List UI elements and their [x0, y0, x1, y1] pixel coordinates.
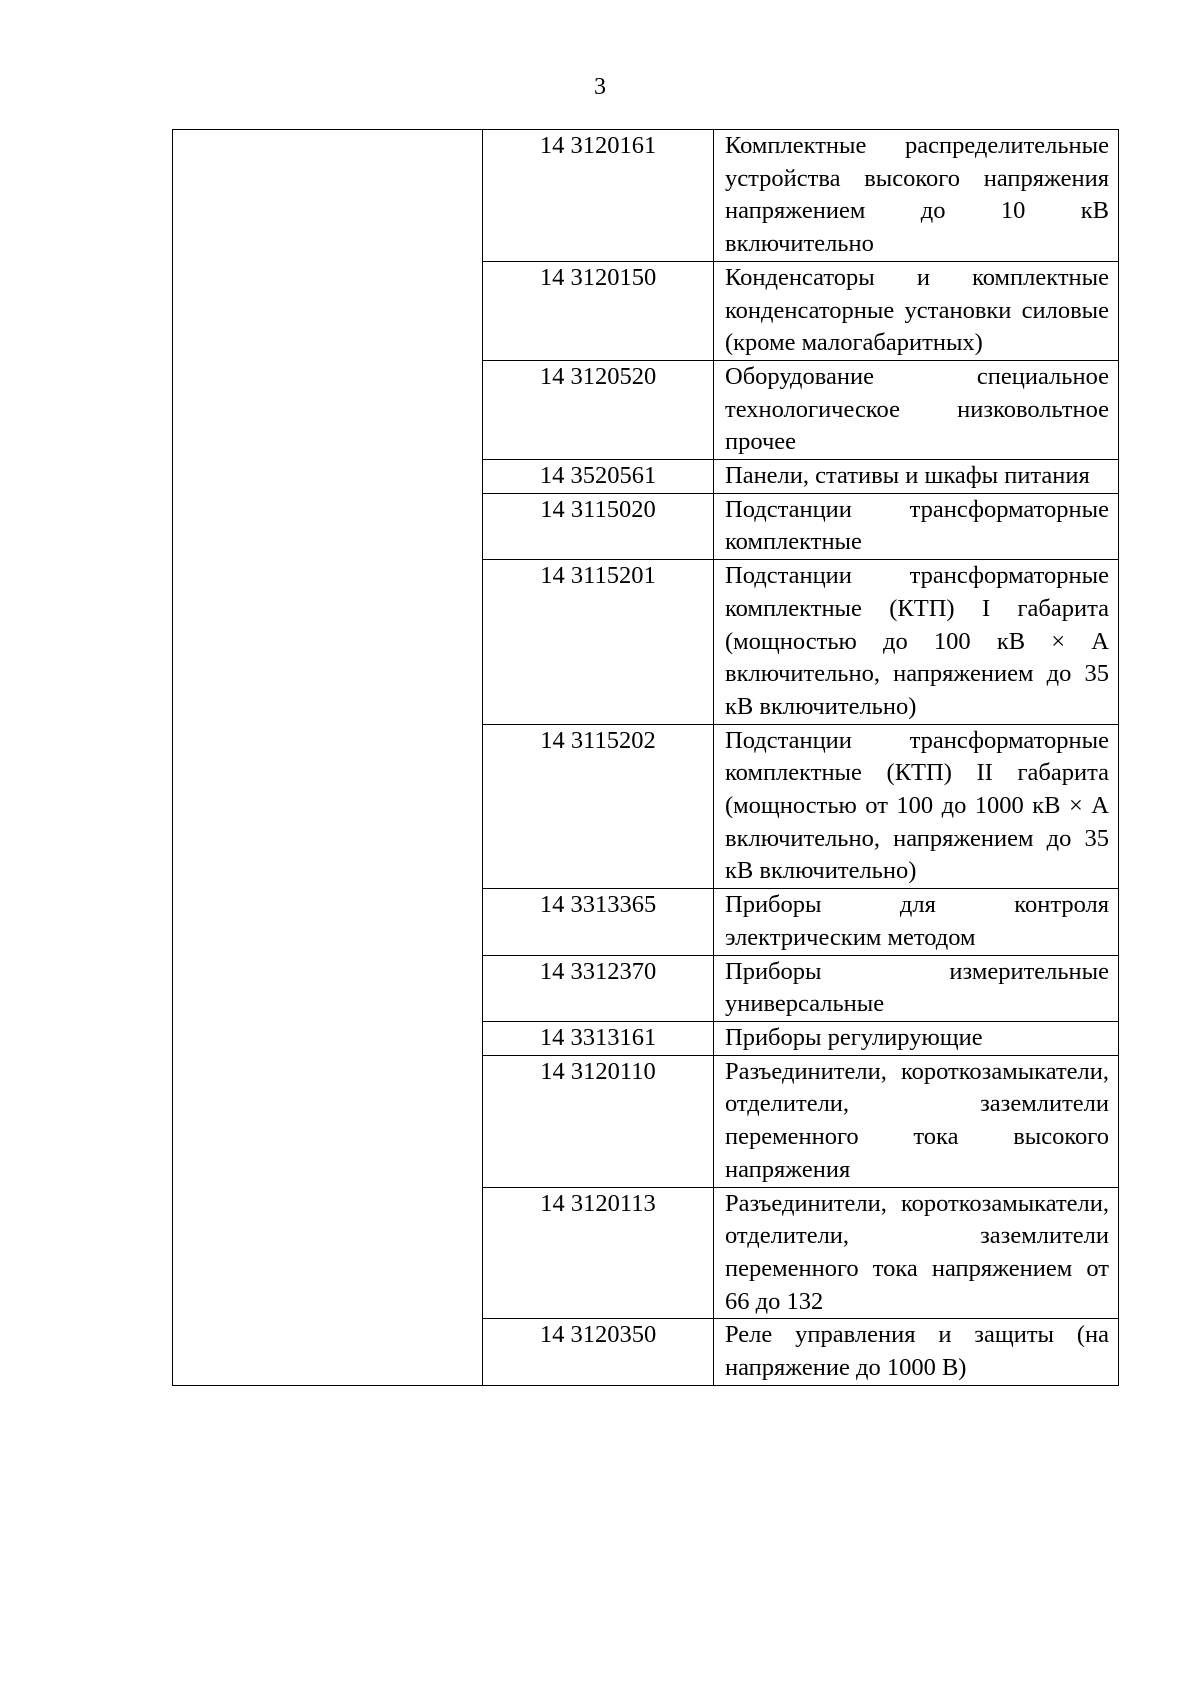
code-cell: 14 3313161: [483, 1021, 714, 1055]
name-cell: Приборы для контроля электрическим методом: [714, 889, 1119, 955]
name-cell: Реле управления и защиты (на напряжение до 1000 В): [714, 1319, 1119, 1385]
name-cell: Разъединители, короткозамыкатели, отделители, заземлители переменного тока высокого напряжения: [714, 1055, 1119, 1187]
code-cell: 14 3120110: [483, 1055, 714, 1187]
name-cell: Комплектные распределительные устройства высокого напряжения напряжением до 10 кВ включительно: [714, 130, 1119, 262]
table-body: [173, 130, 1119, 1386]
code-cell: 14 3120150: [483, 261, 714, 360]
name-cell: Конденсаторы и комплектные конденсаторные установки силовые (кроме малогабаритных): [714, 261, 1119, 360]
code-cell: 14 3312370: [483, 955, 714, 1021]
table-row: [173, 130, 1119, 262]
code-cell: 14 3115020: [483, 493, 714, 559]
name-cell: Подстанции трансформаторные комплектные: [714, 493, 1119, 559]
name-cell: Разъединители, короткозамыкатели, отделители, заземлители переменного тока напряжением от 66 до 132: [714, 1187, 1119, 1319]
code-cell: 14 3115202: [483, 724, 714, 889]
code-cell: 14 3120161: [483, 130, 714, 262]
code-cell: 14 3520561: [483, 460, 714, 494]
name-cell: Панели, стативы и шкафы питания: [714, 460, 1119, 494]
name-cell: Подстанции трансформаторные комплектные (КТП) I габарита (мощностью до 100 кВ × А включительно, напряжением до 35 кВ включительно): [714, 560, 1119, 725]
code-cell: 14 3120520: [483, 360, 714, 459]
name-cell: Оборудование специальное технологическое низковольтное прочее: [714, 360, 1119, 459]
code-cell: 14 3115201: [483, 560, 714, 725]
category-cell: [173, 130, 483, 1386]
code-cell: 14 3120113: [483, 1187, 714, 1319]
name-cell: Подстанции трансформаторные комплектные (КТП) II габарита (мощностью от 100 до 1000 кВ × А включительно, напряжением до 35 кВ включительно): [714, 724, 1119, 889]
name-cell: Приборы регулирующие: [714, 1021, 1119, 1055]
page-number: 3: [594, 74, 606, 100]
code-cell: 14 3313365: [483, 889, 714, 955]
classification-table: [172, 129, 1119, 1386]
code-cell: 14 3120350: [483, 1319, 714, 1385]
name-cell: Приборы измерительные универсальные: [714, 955, 1119, 1021]
